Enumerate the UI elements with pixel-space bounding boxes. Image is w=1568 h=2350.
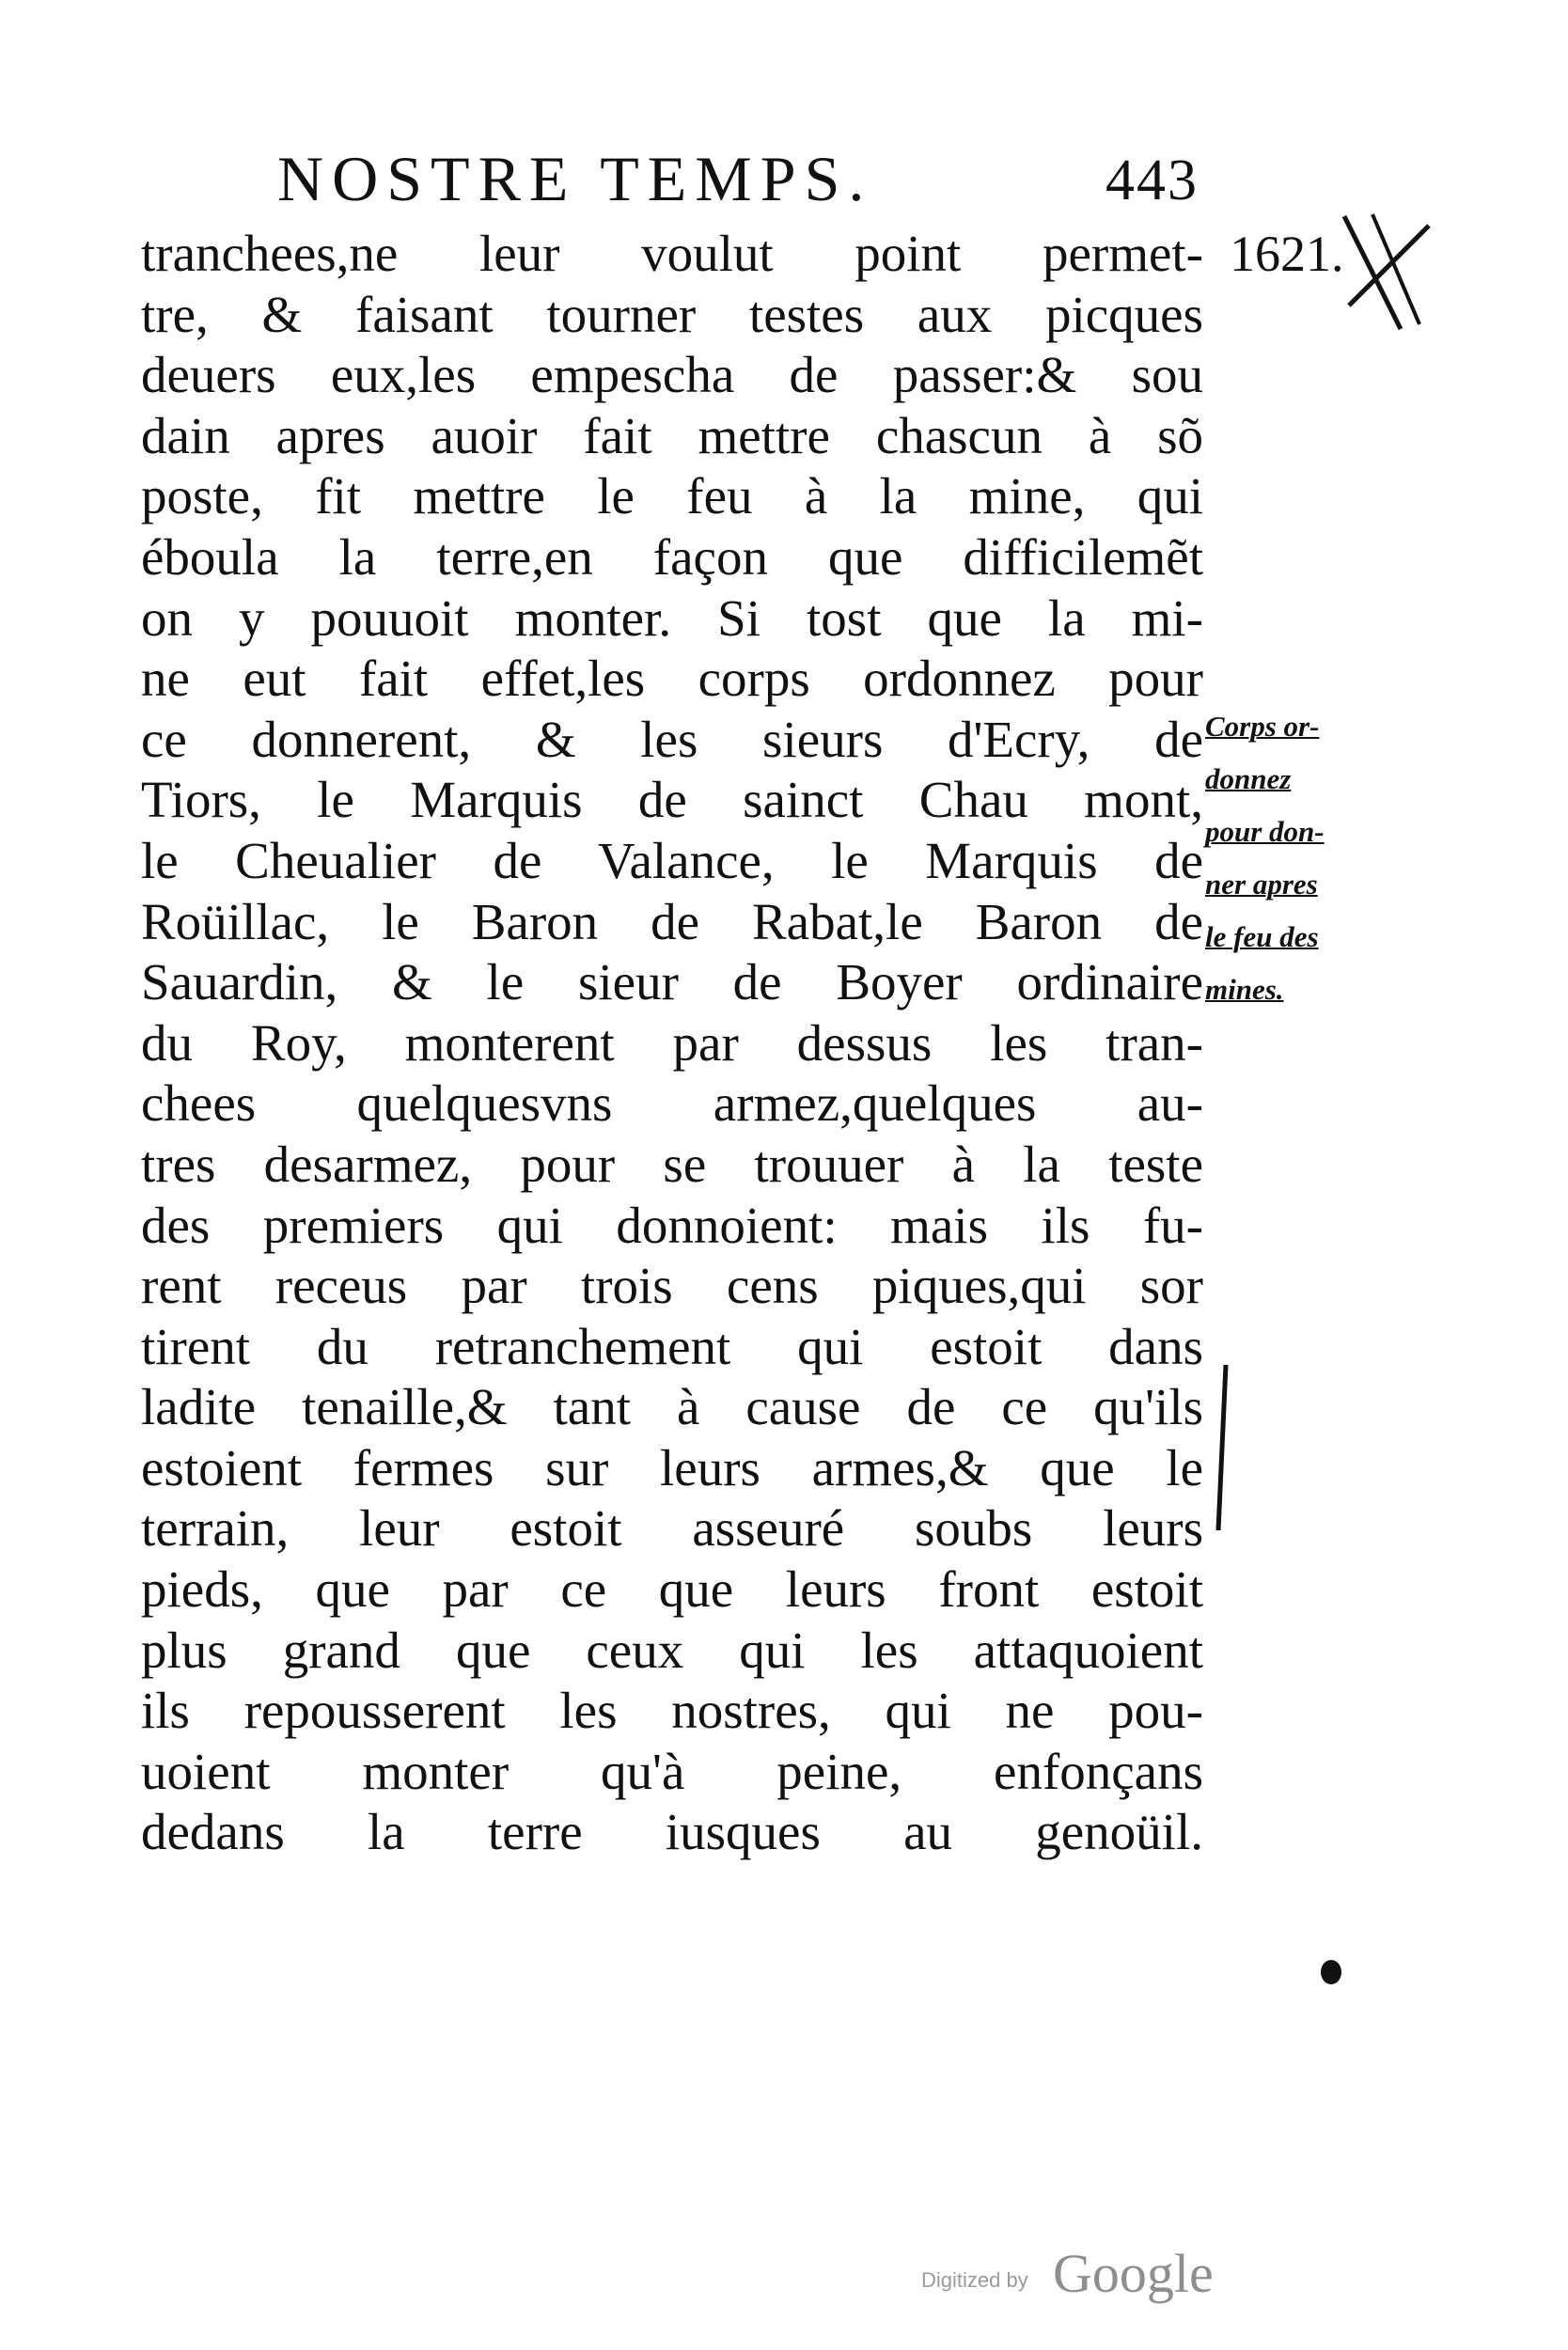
text-line: poste, fit mettre le feu à la mine, qui — [141, 467, 1203, 525]
double-x-mark-icon — [1335, 207, 1438, 338]
text-line: chees quelquesvns armez,quelques au- — [141, 1074, 1203, 1133]
google-logo: Google — [1053, 2243, 1214, 2304]
ink-dot-icon — [1321, 1960, 1341, 1984]
marginal-note — [1205, 700, 1421, 1016]
text-line: ladite tenaille,& tant à cause de ce qu'ils — [141, 1378, 1203, 1436]
marginal-note-line: ner apres — [1205, 868, 1318, 901]
text-line: estoient fermes sur leurs armes,& que le — [141, 1438, 1203, 1496]
page-header — [277, 141, 1199, 226]
text-line: dain apres auoir fait mettre chascun à sõ — [141, 406, 1203, 464]
text-line: Sauardin, & le sieur de Boyer ordinaire — [141, 953, 1203, 1011]
page-number: 443 — [1105, 149, 1199, 212]
marginal-note-line: le feu des — [1205, 920, 1319, 953]
text-line: ne eut fait effet,les corps ordonnez pour — [141, 650, 1203, 708]
text-line: pieds, que par ce que leurs front estoit — [141, 1560, 1203, 1619]
text-line: ce donnerent, & les sieurs d'Ecry, de — [141, 710, 1203, 768]
text-line: deuers eux,les empescha de passer:& sou — [141, 346, 1203, 404]
text-line: terrain, leur estoit asseuré soubs leurs — [141, 1499, 1203, 1558]
running-title: NOSTRE TEMPS. — [277, 143, 873, 214]
text-line: le Cheualier de Valance, le Marquis de — [141, 831, 1203, 889]
text-line: tre, & faisant tourner testes aux picques — [141, 285, 1203, 343]
text-line: on y pouuoit monter. Si tost que la mi- — [141, 588, 1203, 647]
text-line: Tiors, le Marquis de sainct Chau mont, — [141, 771, 1203, 829]
text-line: uoient monter qu'à peine, enfonçans — [141, 1742, 1203, 1800]
text-line: dedans la terre iusques au genoüil. — [141, 1803, 1203, 1861]
text-line: du Roy, monterent par dessus les tran- — [141, 1013, 1203, 1072]
text-line: tirent du retranchement qui estoit dans — [141, 1317, 1203, 1375]
text-line: éboula la terre,en façon que difficilemẽt — [141, 527, 1203, 586]
margin-year: 1621. — [1230, 226, 1344, 282]
text-line: plus grand que ceux qui les attaquoient — [141, 1621, 1203, 1679]
text-line: tres desarmez, pour se trouuer à la teste — [141, 1135, 1203, 1193]
digitized-watermark — [893, 2242, 1231, 2308]
text-line: ils repousserent les nostres, qui ne pou- — [141, 1682, 1203, 1740]
marginal-note-line: pour don- — [1205, 815, 1325, 848]
marginal-note-line: Corps or- — [1205, 710, 1320, 743]
text-line: des premiers qui donnoient: mais ils fu- — [141, 1196, 1203, 1254]
text-line: Roüillac, le Baron de Rabat,le Baron de — [141, 892, 1203, 950]
marginal-note-line: mines. — [1205, 973, 1284, 1006]
watermark-prefix: Digitized by — [921, 2268, 1028, 2292]
text-line: tranchees,ne leur voulut point permet- — [141, 225, 1203, 282]
marginal-note-line: donnez — [1205, 762, 1292, 795]
vertical-bar-mark-icon — [1213, 1363, 1231, 1532]
text-line: rent receus par trois cens piques,qui sor — [141, 1257, 1203, 1315]
body-text — [141, 224, 1203, 1863]
